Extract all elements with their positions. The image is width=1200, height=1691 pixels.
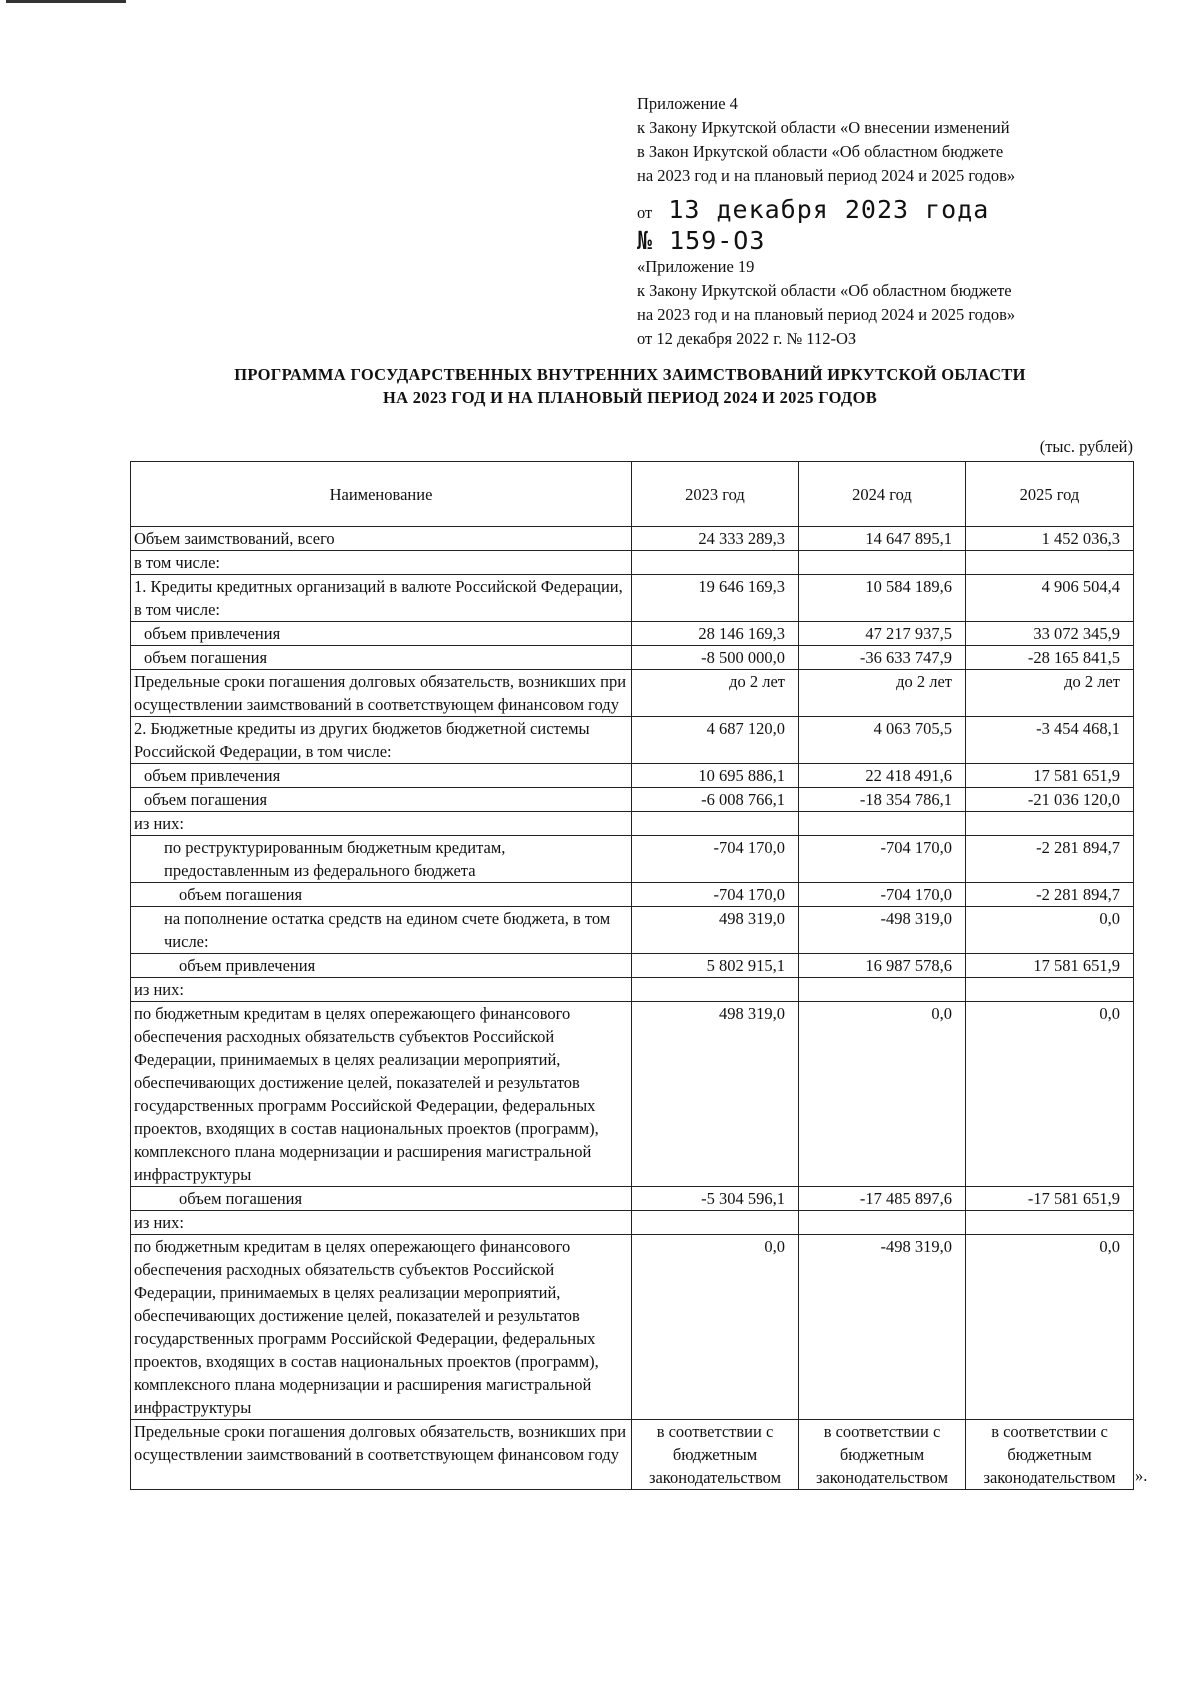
value-2024: -704 170,0 [799, 883, 966, 907]
value-2024 [799, 1211, 966, 1235]
table-row [131, 622, 1134, 646]
row-name: объем привлечения [131, 764, 632, 788]
value-2023 [632, 1211, 799, 1235]
value-2024: 16 987 578,6 [799, 954, 966, 978]
table-row [131, 883, 1134, 907]
table-row [131, 836, 1134, 883]
row-name: по бюджетным кредитам в целях опережающего финансового обеспечения расходных обязательств субъектов Российской Федерации, принимаемых в целях реализации мероприятий, обеспечивающих достижение целей, показателей и результатов государственных программ Российской Федерации, федеральных проектов, входящих в состав национальных проектов (программ), комплексного плана модернизации и расширения магистральной инфраструктуры [131, 1002, 632, 1187]
value-2024: -18 354 786,1 [799, 788, 966, 812]
original-appendix: «Приложение 19 [637, 257, 755, 276]
value-2023: 4 687 120,0 [632, 717, 799, 764]
column-header: 2024 год [799, 462, 966, 527]
appendix-header [637, 92, 1137, 351]
value-2025 [966, 551, 1134, 575]
value-2025: 0,0 [966, 1235, 1134, 1420]
closing-quote-mark: ». [1135, 1466, 1148, 1485]
value-2024 [799, 812, 966, 836]
row-name: 2. Бюджетные кредиты из других бюджетов бюджетной системы Российской Федерации, в том числе: [131, 717, 632, 764]
law-reference-line: к Закону Иркутской области «О внесении изменений [637, 118, 1010, 137]
number-stamp: № 159-ОЗ [637, 226, 766, 255]
column-header: 2025 год [966, 462, 1134, 527]
law-reference-line: на 2023 год и на плановый период 2024 и 2025 годов» [637, 166, 1016, 185]
row-name: 1. Кредиты кредитных организаций в валюте Российской Федерации, в том числе: [131, 575, 632, 622]
value-2025: 33 072 345,9 [966, 622, 1134, 646]
row-name: объем погашения [131, 883, 632, 907]
table-row [131, 551, 1134, 575]
value-2023: 10 695 886,1 [632, 764, 799, 788]
table-row [131, 907, 1134, 954]
row-name: по реструктурированным бюджетным кредитам, предоставленным из федерального бюджета [131, 836, 632, 883]
value-2025: 17 581 651,9 [966, 764, 1134, 788]
value-2023: до 2 лет [632, 670, 799, 717]
value-2023: 24 333 289,3 [632, 527, 799, 551]
table-row [131, 646, 1134, 670]
value-2025 [966, 978, 1134, 1002]
original-law-line: на 2023 год и на плановый период 2024 и 2025 годов» [637, 305, 1016, 324]
table-row [131, 670, 1134, 717]
value-2024 [799, 978, 966, 1002]
value-2025: до 2 лет [966, 670, 1134, 717]
row-name: Предельные сроки погашения долговых обязательств, возникших при осуществлении заимствований в соответствующем финансовом году [131, 1420, 632, 1490]
value-2024 [799, 551, 966, 575]
value-2025: -2 281 894,7 [966, 883, 1134, 907]
table-row [131, 954, 1134, 978]
value-2023 [632, 978, 799, 1002]
value-2023: 0,0 [632, 1235, 799, 1420]
value-2023: -704 170,0 [632, 883, 799, 907]
scan-edge-mark [6, 0, 126, 3]
table-row [131, 717, 1134, 764]
value-2023: 5 802 915,1 [632, 954, 799, 978]
value-2023: 19 646 169,3 [632, 575, 799, 622]
value-2023: -8 500 000,0 [632, 646, 799, 670]
value-2024: до 2 лет [799, 670, 966, 717]
row-name: по бюджетным кредитам в целях опережающего финансового обеспечения расходных обязательств субъектов Российской Федерации, принимаемых в целях реализации мероприятий, обеспечивающих достижение целей, показателей и результатов государственных программ Российской Федерации, федеральных проектов, входящих в состав национальных проектов (программ), комплексного плана модернизации и расширения магистральной инфраструктуры [131, 1235, 632, 1420]
row-name: объем погашения [131, 1187, 632, 1211]
value-2023: -704 170,0 [632, 836, 799, 883]
value-2025 [966, 812, 1134, 836]
value-2025: 1 452 036,3 [966, 527, 1134, 551]
value-2024: в соответствии с бюджетным законодательством [799, 1420, 966, 1490]
law-reference-line: в Закон Иркутской области «Об областном бюджете [637, 142, 1004, 161]
table-row [131, 788, 1134, 812]
row-name: из них: [131, 978, 632, 1002]
table-row [131, 1420, 1134, 1490]
table-row [131, 1235, 1134, 1420]
value-2025: 4 906 504,4 [966, 575, 1134, 622]
column-header: Наименование [131, 462, 632, 527]
date-stamp-text: 13 декабря 2023 года [668, 195, 990, 224]
value-2024: -704 170,0 [799, 836, 966, 883]
value-2025: -17 581 651,9 [966, 1187, 1134, 1211]
table-row [131, 527, 1134, 551]
value-2023 [632, 551, 799, 575]
units-label: (тыс. рублей) [1039, 437, 1133, 456]
value-2025: -21 036 120,0 [966, 788, 1134, 812]
value-2025: -3 454 468,1 [966, 717, 1134, 764]
value-2023: -5 304 596,1 [632, 1187, 799, 1211]
value-2024: 47 217 937,5 [799, 622, 966, 646]
value-2023: в соответствии с бюджетным законодательством [632, 1420, 799, 1490]
value-2024: -498 319,0 [799, 1235, 966, 1420]
value-2023: 498 319,0 [632, 907, 799, 954]
row-name: объем погашения [131, 646, 632, 670]
row-name: объем привлечения [131, 954, 632, 978]
table-row [131, 1187, 1134, 1211]
value-2024: 4 063 705,5 [799, 717, 966, 764]
value-2024: -498 319,0 [799, 907, 966, 954]
value-2023: -6 008 766,1 [632, 788, 799, 812]
row-name: объем погашения [131, 788, 632, 812]
document-title [130, 363, 1130, 409]
row-name: Предельные сроки погашения долговых обязательств, возникших при осуществлении заимствований в соответствующем финансовом году [131, 670, 632, 717]
table-row [131, 764, 1134, 788]
value-2024: 0,0 [799, 1002, 966, 1187]
column-header: 2023 год [632, 462, 799, 527]
row-name: из них: [131, 1211, 632, 1235]
row-name: Объем заимствований, всего [131, 527, 632, 551]
value-2023: 498 319,0 [632, 1002, 799, 1187]
table-row [131, 978, 1134, 1002]
borrowing-program-table [130, 461, 1134, 1490]
date-prefix: от [637, 203, 653, 222]
value-2025 [966, 1211, 1134, 1235]
table-row [131, 1211, 1134, 1235]
appendix-number: Приложение 4 [637, 94, 738, 113]
value-2025: в соответствии с бюджетным законодательством [966, 1420, 1134, 1490]
row-name: на пополнение остатка средств на едином счете бюджета, в том числе: [131, 907, 632, 954]
value-2025: 0,0 [966, 907, 1134, 954]
table-header-row [131, 462, 1134, 527]
value-2025: -28 165 841,5 [966, 646, 1134, 670]
row-name: в том числе: [131, 551, 632, 575]
value-2024: 22 418 491,6 [799, 764, 966, 788]
title-line: ПРОГРАММА ГОСУДАРСТВЕННЫХ ВНУТРЕННИХ ЗАИМСТВОВАНИЙ ИРКУТСКОЙ ОБЛАСТИ [234, 365, 1026, 384]
table-row [131, 1002, 1134, 1187]
original-law-date: от 12 декабря 2022 г. № 112-ОЗ [637, 329, 857, 348]
value-2023: 28 146 169,3 [632, 622, 799, 646]
table-row [131, 575, 1134, 622]
title-line: НА 2023 ГОД И НА ПЛАНОВЫЙ ПЕРИОД 2024 И 2025 ГОДОВ [382, 388, 878, 407]
value-2025: -2 281 894,7 [966, 836, 1134, 883]
date-stamp [637, 196, 1137, 227]
value-2023 [632, 812, 799, 836]
value-2024: 10 584 189,6 [799, 575, 966, 622]
row-name: объем привлечения [131, 622, 632, 646]
table-row [131, 812, 1134, 836]
value-2024: -17 485 897,6 [799, 1187, 966, 1211]
value-2024: 14 647 895,1 [799, 527, 966, 551]
original-law-line: к Закону Иркутской области «Об областном бюджете [637, 281, 1012, 300]
value-2025: 0,0 [966, 1002, 1134, 1187]
value-2025: 17 581 651,9 [966, 954, 1134, 978]
row-name: из них: [131, 812, 632, 836]
value-2024: -36 633 747,9 [799, 646, 966, 670]
